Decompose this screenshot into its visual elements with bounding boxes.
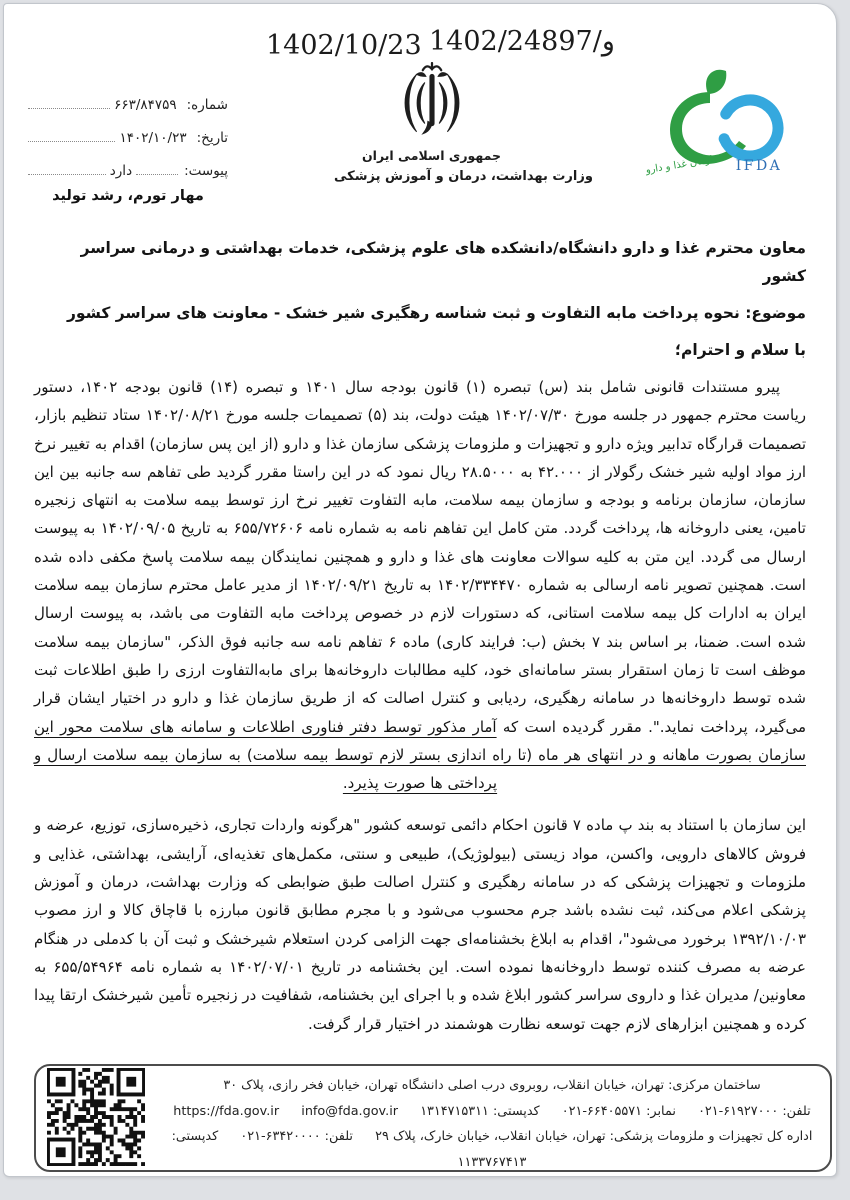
footer-equipment-office-line bbox=[164, 1124, 820, 1175]
qr-code bbox=[47, 1068, 145, 1166]
office-phone-label: تلفن: bbox=[324, 1129, 353, 1144]
office-postal-label: کدپستی: bbox=[171, 1129, 219, 1144]
office-phone-number: ۰۲۱-۶۳۴۲۰۰۰۰ bbox=[240, 1129, 321, 1144]
ifda-logo-icon bbox=[646, 64, 806, 192]
postal-code: ۱۳۱۴۷۱۵۳۱۱ bbox=[420, 1103, 489, 1119]
paragraph-1-underlined-text: آمار مذکور توسط دفتر فناوری اطلاعات و سامانه های سلامت محور این سازمان بصورت ماهانه و در انتهای هر ماه (تا راه اندازی بستر لازم توسط بیمه سلامت) به سازمان بیمه سلامت ارسال و پرداختی ها صورت پذیرد. bbox=[34, 717, 806, 793]
dotted-line bbox=[28, 107, 110, 109]
footer-contacts-line bbox=[164, 1099, 820, 1125]
office-postal-code: ۱۱۳۳۷۶۷۴۱۳ bbox=[457, 1154, 527, 1170]
letter-meta-fields bbox=[28, 80, 228, 204]
field-date-label: تاریخ: bbox=[196, 130, 228, 146]
paragraph-2: این سازمان با استناد به بند پ ماده ۷ قانون احکام دائمی توسعه کشور "هرگونه واردات تجاری، ذخیره‌سازی، توزیع، عرضه و فروش کالاهای دارویی، واکسن، مواد زیستی (بیولوژیک)، طبیعی و سنتی، مکمل‌های تغذیه‌ای، آرایشی، بهداشتی، غذایی و ملزومات و تجهیزات پزشکی که در سامانه رهگیری و کنترل اصالت طبق ضوابطی که وزارت بهداشت، درمان و آموزش پزشکی اعلام می‌کند، ثبت نشده باشد جرم محسوب می‌شود و با مجرم مطابق قانون مبارزه با قاچاق کالا و ارز مصوب ۱۳۹۲/۱۰/۰۳ برخورد می‌شود"، اقدام به ابلاغ بخشنامه‌ای جهت الزامی کردن استعلام شیرخشک و ثبت آن با کدملی در هنگام عرضه به مصرف کننده توسط داروخانه‌ها نموده است. این بخشنامه در تاریخ ۱۴۰۲/۰۷/۰۱ به شماره نامه ۶۵۵/۵۴۹۶۴ به معاونین/ مدیران غذا و داروی سراسر کشور ابلاغ شده و با اجرای این بخشنامه، شفافیت در زنجیره تأمین شیرخشک ارتقا پیدا کرده و همچنین ابزارهای لازم جهت توسعه نظارت هوشمند در اختیار قرار گرفت. bbox=[34, 816, 806, 1033]
fax-label: نمابر: bbox=[646, 1103, 676, 1119]
equipment-office-address: اداره کل تجهیزات و ملزومات پزشکی: تهران، خیابان انقلاب، خیابان خارک، پلاک ۲۹ bbox=[375, 1129, 813, 1144]
footer-address-line: ساختمان مرکزی: تهران، خیابان انقلاب، روبروی درب اصلی دانشگاه تهران، خیابان فخر رازی، پلاک ۳۰ bbox=[223, 1078, 761, 1093]
letter-page bbox=[3, 3, 837, 1177]
stamp-date-number: 1402/10/23 bbox=[266, 30, 422, 61]
ministry-header bbox=[334, 62, 593, 184]
footer-contact-box bbox=[34, 1064, 832, 1172]
phone-label: تلفن: bbox=[782, 1103, 811, 1119]
recipient-line: معاون محترم غذا و دارو دانشگاه/دانشکده های علوم پزشکی، خدمات بهداشتی و درمانی سراسر کشور bbox=[80, 239, 806, 285]
website-link[interactable]: https://fda.gov.ir bbox=[173, 1103, 280, 1119]
dotted-line bbox=[28, 140, 115, 142]
field-number-label: شماره: bbox=[186, 97, 228, 113]
field-date-value: ۱۴۰۲/۱۰/۲۳ bbox=[119, 130, 187, 146]
footer-contact-text bbox=[164, 1073, 820, 1175]
paragraph-1 bbox=[34, 373, 806, 797]
ifda-logo bbox=[646, 64, 806, 192]
iran-emblem-icon bbox=[391, 62, 473, 142]
leaf-icon bbox=[706, 70, 726, 94]
field-number bbox=[28, 80, 228, 113]
field-attachment bbox=[28, 146, 228, 179]
field-attachment-value: دارد bbox=[109, 163, 133, 179]
postal-label: کدپستی: bbox=[493, 1103, 540, 1119]
country-name: جمهوری اسلامی ایران bbox=[362, 148, 501, 163]
letter-body bbox=[34, 234, 806, 1038]
subject-line: موضوع: نحوه پرداخت مابه التفاوت و ثبت شناسه رهگیری شیر خشک - معاونت های سراسر کشور bbox=[66, 304, 806, 322]
ifda-acronym: IFDA bbox=[735, 158, 783, 174]
field-date bbox=[28, 113, 228, 146]
ministry-name: وزارت بهداشت، درمان و آموزش پزشکی bbox=[334, 169, 593, 184]
dotted-line bbox=[28, 173, 106, 175]
ifda-org-name-fa: سازمان غذا و دارو bbox=[646, 153, 723, 176]
field-number-value: ۶۶۳/۸۴۷۵۹ bbox=[114, 97, 177, 113]
year-slogan: مهار تورم، رشد تولید bbox=[52, 188, 204, 204]
fax-number: ۰۲۱-۶۶۴۰۵۵۷۱ bbox=[561, 1103, 643, 1119]
email-link[interactable]: info@fda.gov.ir bbox=[301, 1103, 399, 1119]
phone-number: ۰۲۱-۶۱۹۲۷۰۰۰ bbox=[698, 1103, 779, 1119]
paragraph-1-text: پیرو مستندات قانونی شامل بند (س) تبصره (۱) قانون بودجه سال ۱۴۰۱ و تبصره (۱۴) قانون بودجه ۱۴۰۲، دستور ریاست محترم جمهور در جلسه مورخ ۱۴۰۲/۰۷/۳۰ هیئت دولت، بند (۵) تصمیمات جلسه مورخ ۱۴۰۲/۰۸/۲۱ ستاد تنظیم بازار، تصمیمات قرارگاه تدابیر ویژه دارو و تجهیزات و ملزومات پزشکی سازمان غذا و دارو (از این پس سازمان) اقدام به تغییر نرخ ارز مواد اولیه شیر خشک رگولار از ۴۲.۰۰۰ به ۲۸.۵۰۰۰ ریال نمود که در این راستا مقرر گردید طی تفاهم سه جانبه بین این سازمان، سازمان برنامه و بودجه و سازمان بیمه سلامت، مابه التفاوت تغییر نرخ ارز توسط بیمه سلامت به انتهای زنجیره تامین، یعنی داروخانه ها، پرداخت گردد. متن کامل این تفاهم نامه به شماره نامه ۶۵۵/۷۲۶۰۶ به تاریخ ۱۴۰۲/۰۹/۰۵ به پیوست ارسال می گردد. این متن به کلیه سوالات معاونت های غذا و دارو و همچنین نمایندگان بیمه سلامت پاسخ مکفی داده شده است. همچنین تصویر نامه ارسالی به شماره ۱۴۰۲/۳۳۴۴۷۰ به تاریخ ۱۴۰۲/۰۹/۲۱ از مدیر عامل محترم سازمان بیمه سلامت ایران به ادارات کل بیمه سلامت استانی، که دستورات لازم در خصوص پرداخت مابه التفاوت می باشد، به پیوست ارسال شده است. ضمنا، بر اساس بند ۷ بخش (ب: فرایند کاری) ماده ۶ تفاهم نامه سه جانبه فوق الذکر، "سازمان بیمه سلامت موظف است تا زمان استقرار بستر سامانه‌ای خود، کلیه مطالبات داروخانه‌ها برای مابه‌التفاوت ارزی را طبق اطلاعات ثبت شده توسط داروخانه‌ها در سامانه رهگیری، ردیابی و کنترل اصالت که از طریق سازمان غذا و دارو در اختیار ایشان قرار می‌گیرد، پرداخت نماید.". مقرر گردیده است که bbox=[34, 378, 807, 736]
dotted-line bbox=[136, 173, 178, 175]
salutation-line: با سلام و احترام؛ bbox=[674, 341, 806, 359]
stamp-reference-number: 1402/24897/و bbox=[429, 26, 615, 57]
field-attachment-label: پیوست: bbox=[184, 163, 228, 179]
